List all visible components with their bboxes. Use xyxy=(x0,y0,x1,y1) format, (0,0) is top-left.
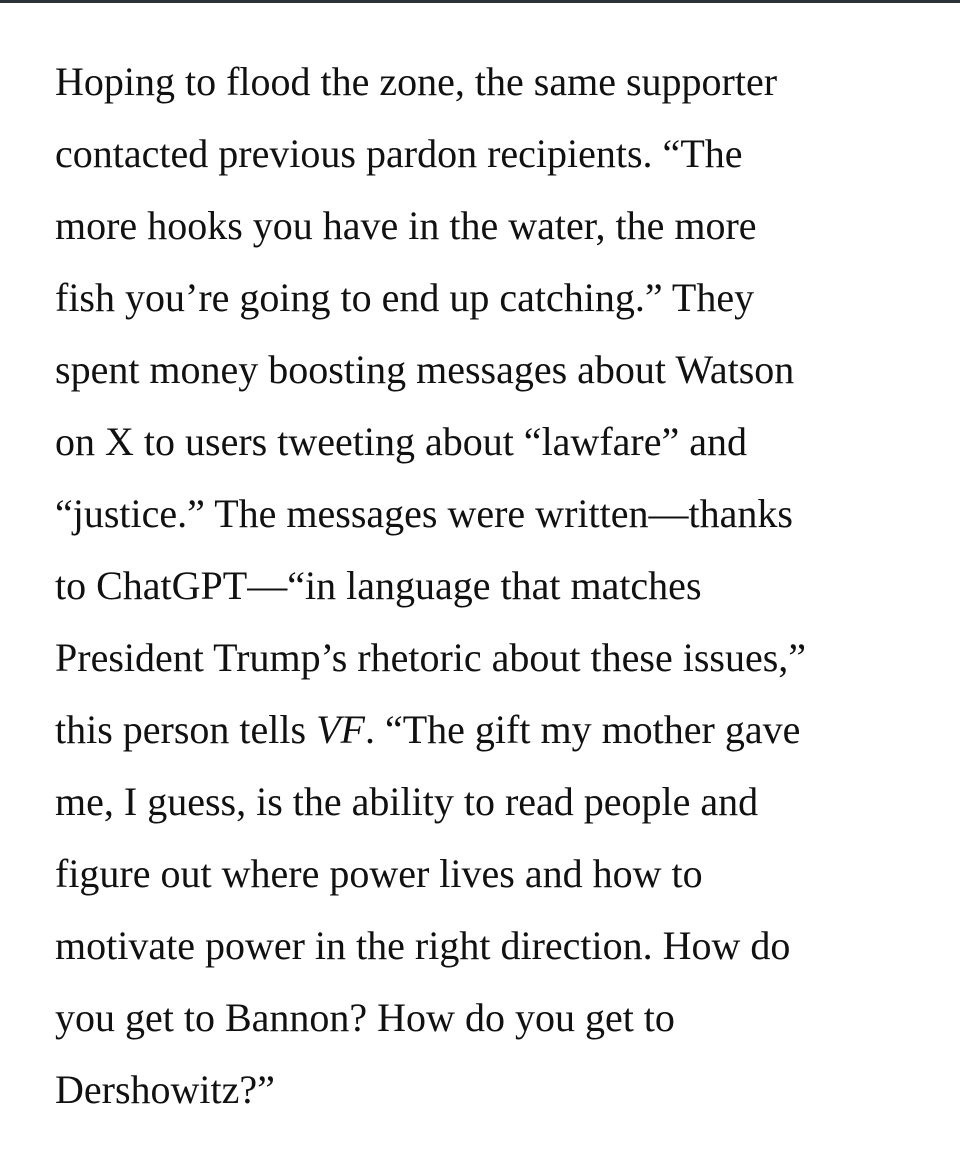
paragraph-line: Dershowitz?” xyxy=(55,1067,275,1112)
paragraph-line: figure out where power lives and how to xyxy=(55,851,703,896)
paragraph-line: fish you’re going to end up catching.” They xyxy=(55,275,755,320)
top-divider xyxy=(0,0,960,3)
paragraph-line xyxy=(55,694,925,766)
line-text-after-italic: . “The gift my mother gave xyxy=(364,707,801,752)
line-text-before-italic: this person tells xyxy=(55,707,317,752)
paragraph-line: on X to users tweeting about “lawfare” and xyxy=(55,419,747,464)
paragraph-line: you get to Bannon? How do you get to xyxy=(55,995,675,1040)
paragraph-line: spent money boosting messages about Watson xyxy=(55,347,795,392)
article-paragraph xyxy=(55,46,925,1126)
paragraph-line: Hoping to flood the zone, the same supporter xyxy=(55,59,778,104)
paragraph-line: more hooks you have in the water, the more xyxy=(55,203,757,248)
paragraph-line: President Trump’s rhetoric about these issues,” xyxy=(55,635,807,680)
paragraph-line: to ChatGPT—“in language that matches xyxy=(55,563,702,608)
paragraph-line: contacted previous pardon recipients. “The xyxy=(55,131,743,176)
paragraph-line: “justice.” The messages were written—thanks xyxy=(55,491,793,536)
paragraph-line: me, I guess, is the ability to read people and xyxy=(55,779,759,824)
article-body xyxy=(55,46,925,1126)
publication-abbreviation: VF xyxy=(316,707,365,752)
paragraph-line: motivate power in the right direction. How do xyxy=(55,923,791,968)
